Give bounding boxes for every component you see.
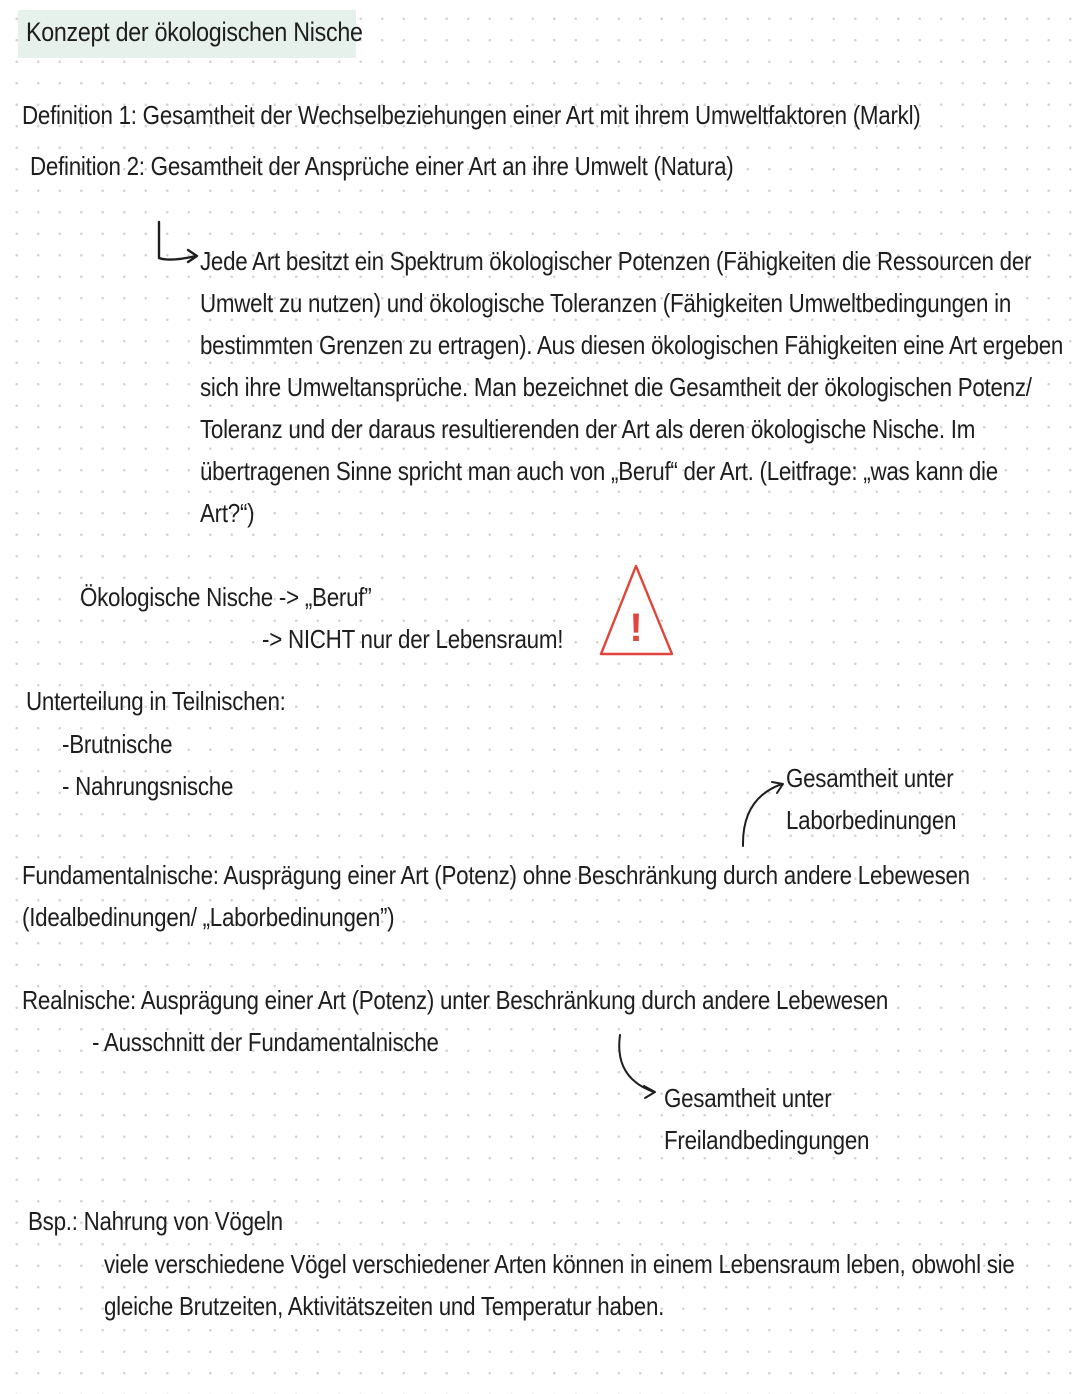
- note-freiland-line-1: Gesamtheit unter: [664, 1083, 832, 1113]
- paragraph-line: Umwelt zu nutzen) und ökologische Toleranzen (Fähigkeiten Umweltbedingungen in: [200, 288, 1012, 318]
- paragraph-line: Art?“): [200, 498, 255, 528]
- definition-1: Definition 1: Gesamtheit der Wechselbeziehungen einer Art mit ihrem Umweltfaktoren (Markl): [22, 100, 921, 130]
- definition-2: Definition 2: Gesamtheit der Ansprüche einer Art an ihre Umwelt (Natura): [30, 151, 734, 181]
- paragraph-line: Toleranz und der daraus resultierenden der Art als deren ökologische Nische. Im: [200, 414, 976, 444]
- curved-arrow-down-icon: [619, 1035, 655, 1098]
- paragraph-line: sich ihre Umweltansprüche. Man bezeichnet die Gesamtheit der ökologischen Potenz/: [200, 372, 1032, 402]
- example-line-2: gleiche Brutzeiten, Aktivitätszeiten und Temperatur haben.: [104, 1291, 665, 1321]
- paragraph-line: bestimmten Grenzen zu ertragen). Aus diesen ökologischen Fähigkeiten eine Art ergeben: [200, 330, 1064, 360]
- warning-triangle-icon: [601, 566, 672, 654]
- nicht-lebensraum-line: -> NICHT nur der Lebensraum!: [262, 624, 564, 654]
- nische-beruf-line: Ökologische Nische -> „Beruf”: [80, 582, 372, 612]
- warning-mark: !: [629, 606, 643, 650]
- teilnische-brut: -Brutnische: [62, 729, 173, 759]
- note-labor-line-1: Gesamtheit unter: [786, 763, 954, 793]
- l-arrow-icon: [159, 222, 197, 262]
- page-title: Konzept der ökologischen Nische: [26, 17, 363, 47]
- curved-arrow-up-icon: [743, 782, 783, 846]
- example-line-1: viele verschiedene Vögel verschiedener Arten können in einem Lebensraum leben, obwohl sie: [104, 1249, 1015, 1279]
- example-heading: Bsp.: Nahrung von Vögeln: [28, 1206, 283, 1236]
- note-labor-line-2: Laborbedinungen: [786, 805, 957, 835]
- fundamentalnische-line-1: Fundamentalnische: Ausprägung einer Art (Potenz) ohne Beschränkung durch andere Lebewesen: [22, 860, 970, 890]
- realnische-line-2: - Ausschnitt der Fundamentalnische: [92, 1027, 439, 1057]
- teilnischen-heading: Unterteilung in Teilnischen:: [26, 686, 286, 716]
- realnische-line-1: Realnische: Ausprägung einer Art (Potenz) unter Beschränkung durch andere Lebewesen: [22, 985, 889, 1015]
- teilnische-nahrung: - Nahrungsnische: [62, 771, 234, 801]
- note-freiland-line-2: Freilandbedingungen: [664, 1125, 870, 1155]
- paragraph-line: übertragenen Sinne spricht man auch von „Beruf“ der Art. (Leitfrage: „was kann die: [200, 456, 998, 486]
- fundamentalnische-line-2: (Idealbedinungen/ „Laborbedinungen”): [22, 902, 395, 932]
- paragraph-line: Jede Art besitzt ein Spektrum ökologischer Potenzen (Fähigkeiten die Ressourcen der: [200, 246, 1032, 276]
